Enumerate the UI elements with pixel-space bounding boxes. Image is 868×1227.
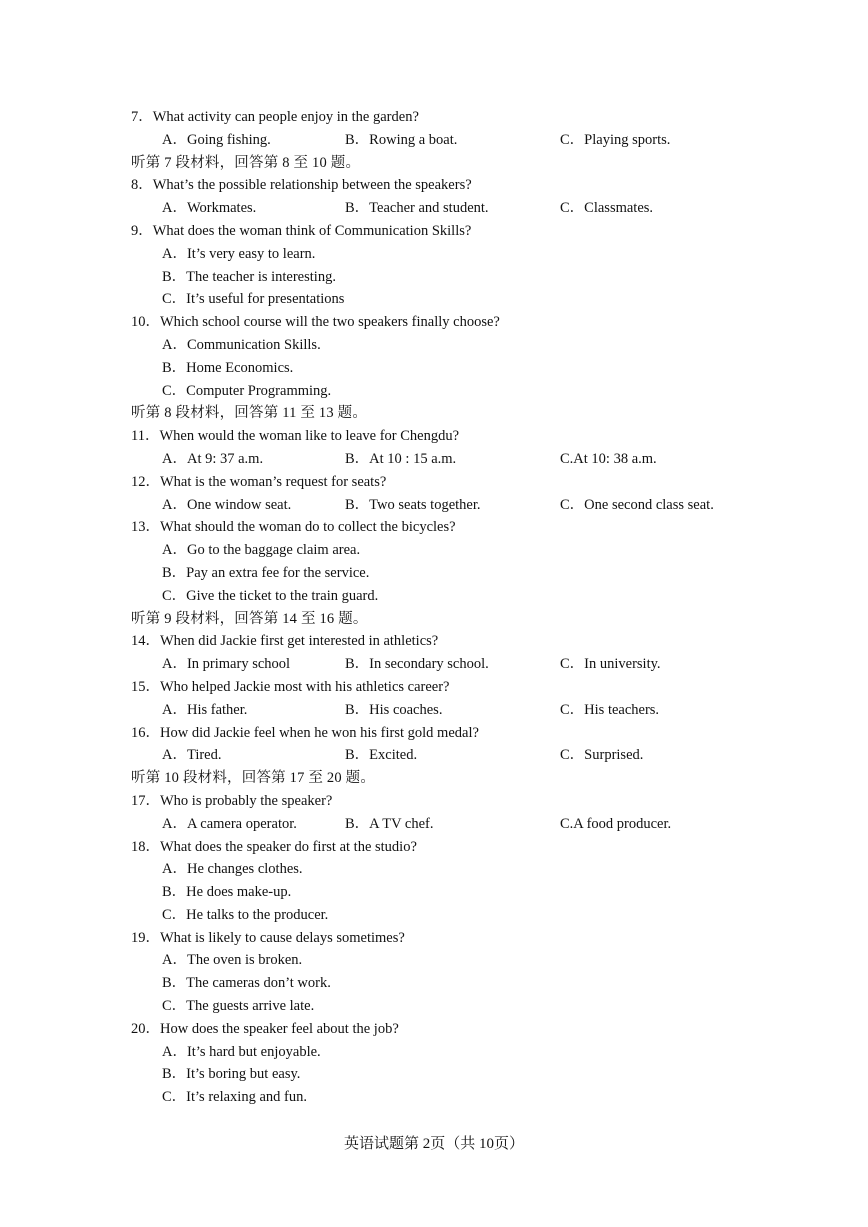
answer-option: B．Home Economics.	[162, 359, 294, 376]
answer-options-row	[131, 744, 791, 767]
question-stem: 7．What activity can people enjoy in the garden?	[131, 109, 419, 125]
question-stem: 18．What does the speaker do first at the studio?	[131, 838, 417, 855]
answer-option: B．Two seats together.	[345, 496, 481, 513]
answer-option: A．He changes clothes.	[162, 861, 303, 878]
answer-option: C．He talks to the producer.	[162, 906, 329, 923]
answer-option: A．Communication Skills.	[162, 336, 321, 353]
answer-option: B．Teacher and student.	[345, 200, 489, 217]
answer-option: B．Pay an extra fee for the service.	[162, 564, 370, 581]
answer-option: A．It’s very easy to learn.	[162, 245, 316, 262]
answer-option: A．The oven is broken.	[162, 952, 303, 969]
answer-option: B．Rowing a boat.	[345, 131, 458, 148]
answer-option: B．He does make-up.	[162, 884, 292, 901]
answer-option: A．A camera operator.	[162, 815, 297, 832]
answer-options-row	[131, 129, 791, 152]
question-stem: 13．What should the woman do to collect the bicycles?	[131, 519, 456, 536]
answer-option: C.At 10: 38 a.m.	[560, 450, 657, 467]
answer-option: A．At 9: 37 a.m.	[162, 450, 264, 467]
answer-option: A．Tired.	[162, 747, 222, 764]
question-stem: 10．Which school course will the two speakers finally choose?	[131, 314, 500, 331]
answer-option: C．Classmates.	[560, 200, 654, 217]
question-stem: 14．When did Jackie first get interested in athletics?	[131, 633, 439, 650]
answer-option: A．His father.	[162, 701, 248, 718]
question-stem: 15．Who helped Jackie most with his athletics career?	[131, 678, 450, 695]
answer-option: A．Workmates.	[162, 200, 257, 217]
answer-option: C．In university.	[560, 656, 661, 673]
section-instruction: 听第 10 段材料，回答第 17 至 20 题。	[131, 770, 376, 787]
answer-option: B．In secondary school.	[345, 656, 489, 673]
question-stem: 12．What is the woman’s request for seats?	[131, 473, 387, 490]
question-stem: 16．How did Jackie feel when he won his first gold medal?	[131, 724, 479, 741]
section-instruction: 听第 9 段材料，回答第 14 至 16 题。	[131, 610, 368, 627]
answer-option: B．Excited.	[345, 747, 418, 764]
answer-options-row	[131, 448, 791, 471]
answer-option: A．Go to the baggage claim area.	[162, 542, 361, 559]
answer-option: C．Computer Programming.	[162, 382, 332, 399]
question-stem: 9．What does the woman think of Communication Skills?	[131, 222, 472, 239]
question-stem: 11．When would the woman like to leave for Chengdu?	[131, 428, 460, 445]
answer-option: C．Give the ticket to the train guard.	[162, 587, 379, 604]
answer-option: C．The guests arrive late.	[162, 998, 315, 1015]
answer-option: B．A TV chef.	[345, 815, 434, 832]
answer-option: B．The teacher is interesting.	[162, 268, 336, 285]
answer-option: A．Going fishing.	[162, 131, 271, 148]
answer-option: B．At 10 : 15 a.m.	[345, 450, 457, 467]
answer-option: C．It’s relaxing and fun.	[162, 1089, 307, 1106]
answer-option: C．One second class seat.	[560, 496, 714, 513]
answer-options-row	[131, 653, 791, 676]
section-instruction: 听第 8 段材料，回答第 11 至 13 题。	[131, 405, 368, 422]
answer-option: B．The cameras don’t work.	[162, 975, 331, 992]
answer-option: C．It’s useful for presentations	[162, 291, 345, 308]
answer-option: A．In primary school	[162, 656, 291, 673]
answer-option: C．His teachers.	[560, 701, 660, 718]
section-instruction: 听第 7 段材料，回答第 8 至 10 题。	[131, 154, 361, 171]
answer-option: A．It’s hard but enjoyable.	[162, 1043, 321, 1060]
answer-option: B．His coaches.	[345, 701, 443, 718]
question-stem: 20．How does the speaker feel about the job?	[131, 1020, 399, 1037]
answer-option: C.A food producer.	[560, 815, 672, 832]
answer-options-row	[131, 699, 791, 722]
question-list	[131, 106, 791, 1109]
answer-options-row	[131, 494, 791, 517]
page-footer: 英语试题第 2页（共 10页）	[343, 1136, 524, 1152]
question-stem: 17．Who is probably the speaker?	[131, 792, 333, 809]
answer-option: C．Surprised.	[560, 747, 644, 764]
answer-option: B．It’s boring but easy.	[162, 1066, 301, 1083]
answer-option: A．One window seat.	[162, 496, 292, 513]
question-stem: 19．What is likely to cause delays sometimes?	[131, 929, 405, 946]
answer-option: C．Playing sports.	[560, 131, 671, 148]
answer-options-row	[131, 197, 791, 220]
question-stem: 8．What’s the possible relationship between the speakers?	[131, 177, 472, 194]
answer-options-row	[131, 813, 791, 836]
